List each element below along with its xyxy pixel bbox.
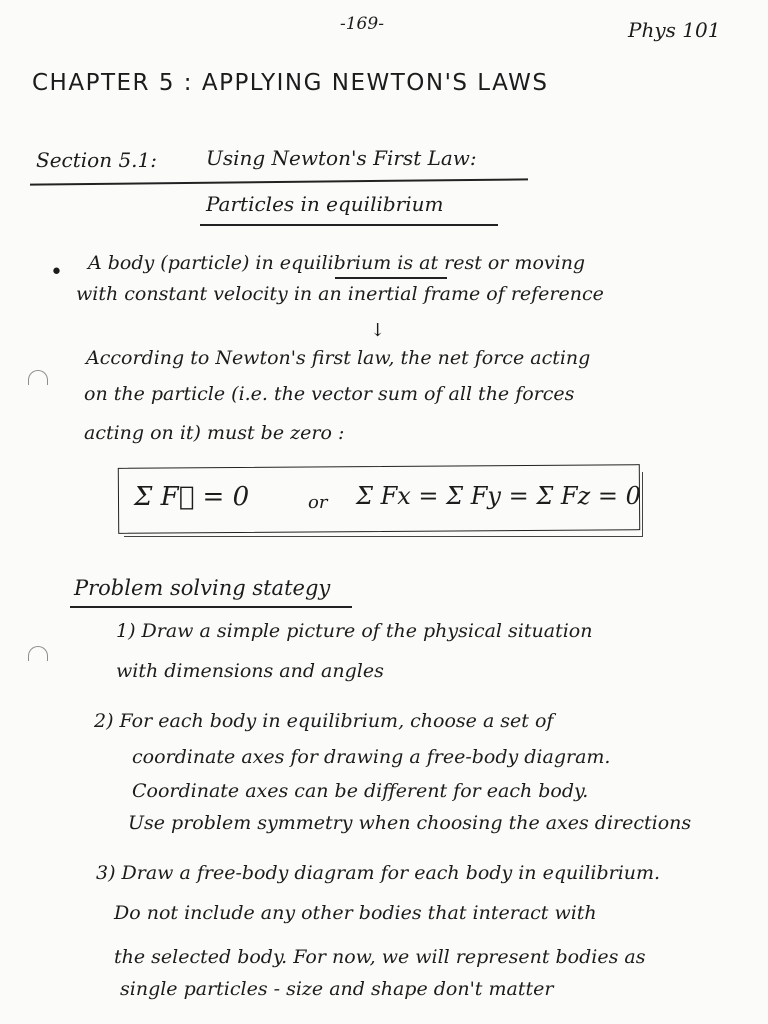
strategy-step-line: 2) For each body in equilibrium, choose a set of bbox=[94, 710, 554, 732]
definition-line: According to Newton's first law, the net force acting bbox=[86, 347, 591, 369]
page-number: -169- bbox=[340, 14, 384, 34]
strategy-step-line: the selected body. For now, we will represent bodies as bbox=[114, 946, 646, 968]
formula-or: or bbox=[308, 492, 328, 513]
strategy-heading: Problem solving stategy bbox=[74, 576, 331, 600]
strategy-step-line: 3) Draw a free-body diagram for each body in equilibrium. bbox=[96, 862, 661, 884]
strategy-step-line: 1) Draw a simple picture of the physical situation bbox=[116, 620, 593, 642]
punch-hole bbox=[28, 646, 48, 661]
equilibrium-underline bbox=[335, 277, 447, 279]
definition-line: with constant velocity in an inertial frame of reference bbox=[76, 283, 604, 305]
section-underline bbox=[30, 178, 528, 185]
section-subtitle: Particles in equilibrium bbox=[206, 192, 444, 216]
strategy-step-line: coordinate axes for drawing a free-body diagram. bbox=[132, 746, 611, 768]
subtitle-underline bbox=[200, 224, 498, 226]
punch-hole bbox=[28, 370, 48, 385]
formula-components: Σ Fx = Σ Fy = Σ Fz = 0 bbox=[356, 482, 641, 510]
strategy-step-line: single particles - size and shape don't matter bbox=[120, 978, 554, 1000]
section-label: Section 5.1: bbox=[36, 148, 157, 172]
strategy-step-line: Do not include any other bodies that interact with bbox=[114, 902, 597, 924]
formula-vector: Σ F⃗ = 0 bbox=[134, 482, 250, 512]
definition-line: A body (particle) in equilibrium is at rest or moving bbox=[88, 252, 586, 274]
chapter-title: CHAPTER 5 : APPLYING NEWTON'S LAWS bbox=[32, 70, 549, 96]
section-title: Using Newton's First Law: bbox=[206, 146, 477, 170]
strategy-step-line: Coordinate axes can be different for each body. bbox=[132, 780, 589, 802]
strategy-step-line: Use problem symmetry when choosing the axes directions bbox=[128, 812, 692, 834]
bullet-icon: • bbox=[50, 260, 63, 285]
strategy-underline bbox=[70, 606, 352, 608]
strategy-step-line: with dimensions and angles bbox=[116, 660, 384, 682]
definition-line: on the particle (i.e. the vector sum of all the forces bbox=[84, 383, 575, 405]
definition-line: acting on it) must be zero : bbox=[84, 422, 345, 444]
course-label: Phys 101 bbox=[628, 18, 721, 42]
down-arrow-icon: ↓ bbox=[370, 320, 386, 341]
